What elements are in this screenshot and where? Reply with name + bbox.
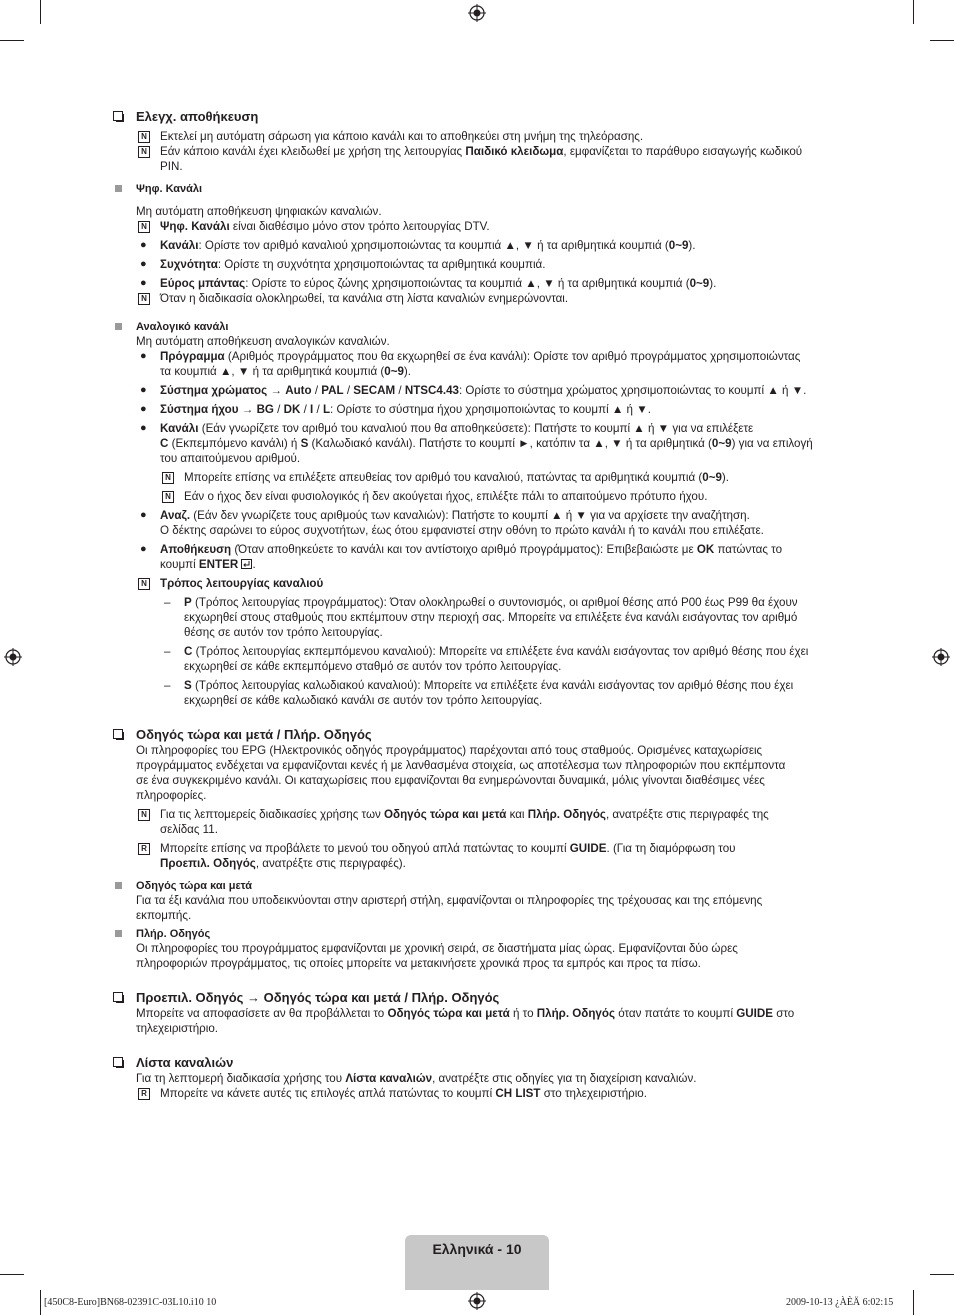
remote-icon: R — [138, 1088, 150, 1100]
crop-mark — [930, 40, 954, 41]
paragraph: Οι πληροφορίες του προγράμματος εμφανίζονται με χρονική σειρά, σε διαστήματα μίας ώρας. Εμφανίζονται δύο ώρες πληροφοριών προγράμματος, τις οποίες μπορείτε να μετακινήσετε χρονικά προς τα εμπρός και προς τα πίσω. — [136, 942, 738, 970]
bullet-item: ● Σύστημα χρώματος → Auto / PAL / SECAM / NTSC4.43: Ορίστε το σύστημα χρώματος χρησιμοποιώντας το κουμπί ▲ ή ▼. — [140, 384, 807, 397]
section-heading: Ελεγχ. αποθήκευση — [112, 108, 842, 125]
section-heading: Λίστα καναλιών — [112, 1054, 842, 1071]
note: N Για τις λεπτομερείς διαδικασίες χρήσης των Οδηγός τώρα και μετά και Πλήρ. Οδηγός, ανατρέξτε στις περιγραφές της σελίδας 11. — [112, 807, 842, 837]
print-slug-right: 2009-10-13 ¿ÀÈÄ 6:02:15 — [786, 1297, 894, 1308]
registration-mark-icon — [932, 648, 950, 666]
note: N Μπορείτε επίσης να επιλέξετε απευθείας τον αριθμό του καναλιού, πατώντας τα αριθμητικά κουμπιά (0~9). — [112, 470, 842, 485]
note-icon: N — [138, 578, 150, 590]
subsection-heading: Οδηγός τώρα και μετά — [112, 879, 842, 893]
crop-mark — [0, 1274, 24, 1275]
note: N Εάν κάποιο κανάλι έχει κλειδωθεί με χρήση της λειτουργίας Παιδικό κλειδωμα, εμφανίζεται το παράθυρο εισαγωγής κωδικού PIN. — [112, 144, 842, 174]
checkbox-square-icon — [113, 111, 123, 121]
paragraph: Οι πληροφορίες του EPG (Ηλεκτρονικός οδηγός προγράμματος) παρέχονται από τους σταθμούς. Ορισμένες καταχωρίσεις προγράμματος ενδέχεται να εμφανίζονται κενές ή με λανθασμένα στοιχεία, ως αποτέλεσμα των πληροφοριών που εκπέμποντα σε ένα συγκεκριμένο κανάλι. Οι καταχωρίσεις που εμφανίζονται θα ενημερώνονται δυναμικά, μόλις γίνονται διαθέσιμες νέες πληροφορίες. — [136, 744, 786, 802]
bullet-dot-icon: ● — [140, 350, 147, 362]
section-heading: Οδηγός τώρα και μετά / Πλήρ. Οδηγός — [112, 726, 842, 743]
crop-mark — [913, 0, 914, 24]
section-heading: Προεπιλ. Οδηγός → Οδηγός τώρα και μετά / Πλήρ. Οδηγός — [112, 989, 842, 1006]
bullet-dot-icon: ● — [140, 384, 147, 396]
document-body — [112, 108, 842, 1101]
note: N Τρόπος λειτουργίας καναλιού — [112, 576, 842, 591]
note-icon: N — [138, 293, 150, 305]
bullet-dot-icon: ● — [140, 277, 147, 289]
subsection-heading: Πλήρ. Οδηγός — [112, 927, 842, 941]
note-icon: N — [138, 221, 150, 233]
checkbox-square-icon — [113, 1057, 123, 1067]
bullet-item: ● Αναζ. (Εάν δεν γνωρίζετε τους αριθμούς των καναλιών): Πατήστε το κουμπί ▲ ή ▼ για να αρχίσετε την αναζήτηση. Ο δέκτης σαρώνει το εύρος συχνοτήτων, έως ότου εμφανιστεί στην οθόνη το πρώτο κανάλι ή το κανάλι που επιλέξατε. — [140, 509, 764, 537]
note-icon: N — [138, 131, 150, 143]
bullet-item: ● Πρόγραμμα (Αριθμός προγράμματος που θα εκχωρηθεί σε ένα κανάλι): Ορίστε τον αριθμό προγράμματος χρησιμοποιώντας τα κουμπιά ▲, ▼ ή τα αριθμητικά κουμπιά (0~9). — [140, 350, 801, 378]
bullet-dot-icon: ● — [140, 258, 147, 270]
paragraph: Για τα έξι κανάλια που υποδεικνύονται στην αριστερή στήλη, εμφανίζονται οι πληροφορίες της τρέχουσας και της επόμενης εκπομπής. — [136, 894, 763, 922]
paragraph: Για τη λεπτομερή διαδικασία χρήσης του Λίστα καναλιών, ανατρέξτε στις οδηγίες για τη διαχείριση καναλιών. — [136, 1072, 697, 1085]
bullet-item: ● Κανάλι (Εάν γνωρίζετε τον αριθμό του καναλιού που θα αποθηκεύσετε): Πατήστε το κουμπί ▲ ή ▼ για να επιλέξετε C (Εκπεμπόμενο κανάλι) ή S (Καλωδιακό κανάλι). Πατήστε το κουμπί ►, κατόπιν τα ▲, ▼ ή τα αριθμητικά (0~9) για να επιλογή του απαιτούμενου αριθμού. — [140, 422, 813, 465]
page-label: Ελληνικά - 10 — [432, 1241, 522, 1257]
note: N Όταν η διαδικασία ολοκληρωθεί, τα κανάλια στη λίστα καναλιών ενημερώνονται. — [112, 291, 842, 306]
note: N Ψηφ. Κανάλι είναι διαθέσιμο μόνο στον τρόπο λειτουργίας DTV. — [112, 219, 842, 234]
page-number-tab — [405, 1235, 549, 1290]
bullet-item: ● Συχνότητα: Ορίστε τη συχνότητα χρησιμοποιώντας τα αριθμητικά κουμπιά. — [140, 258, 546, 271]
registration-mark-icon — [468, 1292, 486, 1310]
square-bullet-icon — [115, 930, 122, 937]
paragraph: Μη αυτόματη αποθήκευση ψηφιακών καναλιών. — [136, 205, 382, 218]
crop-mark — [40, 1290, 41, 1315]
square-bullet-icon — [115, 185, 122, 192]
dash-item: – C (Τρόπος λειτουργίας εκπεμπόμενου καναλιού): Μπορείτε να επιλέξετε ένα κανάλι εισάγοντας τον αριθμό θέσης που έχει εκχωρηθεί σε κάθε εκπεμπόμενο σταθμό σε αυτόν τον τρόπο λειτουργίας. — [164, 645, 809, 673]
bullet-dot-icon: ● — [140, 509, 147, 521]
bullet-item: ● Σύστημα ήχου → BG / DK / I / L: Ορίστε το σύστημα ήχου χρησιμοποιώντας το κουμπί ▲ ή ▼. — [140, 403, 651, 416]
dash-item: – S (Τρόπος λειτουργίας καλωδιακού καναλιού): Μπορείτε να επιλέξετε ένα κανάλι εισάγοντας τον αριθμό θέσης που έχει εκχωρηθεί σε κάθε καλωδιακό κανάλι σε αυτόν τον τρόπο λειτουργίας. — [164, 679, 794, 707]
note-icon: N — [138, 146, 150, 158]
remote-icon: R — [138, 843, 150, 855]
note: N Εάν ο ήχος δεν είναι φυσιολογικός ή δεν ακούγεται ήχος, επιλέξτε πάλι το απαιτούμενο πρότυπο ήχου. — [112, 489, 842, 504]
bullet-item: ● Εύρος μπάντας: Ορίστε το εύρος ζώνης χρησιμοποιώντας τα κουμπιά ▲, ▼ ή τα αριθμητικά κουμπιά (0~9). — [140, 277, 717, 290]
enter-key-icon — [241, 559, 252, 569]
subsection-heading: Ψηφ. Κανάλι — [112, 182, 842, 196]
bullet-dot-icon: ● — [140, 543, 147, 555]
dash-item: – P (Τρόπος λειτουργίας προγράμματος): Όταν ολοκληρωθεί ο συντονισμός, οι αριθμοί θέσης από P00 έως P99 θα έχουν εκχωρηθεί στους σταθμούς που εκπέμπουν στην περιοχή σας. Μπορείτε να επιλέξετε ένα κανάλι εισάγοντας τον αριθμό θέσης σε αυτόν τον τρόπο λειτουργίας. — [164, 596, 798, 639]
note: R Μπορείτε επίσης να προβάλετε το μενού του οδηγού απλά πατώντας το κουμπί GUIDE. (Για τη διαμόρφωση του Προεπιλ. Οδηγός, ανατρέξτε στις περιγραφές). — [112, 841, 842, 871]
registration-mark-icon — [4, 648, 22, 666]
bullet-dot-icon: ● — [140, 403, 147, 415]
print-slug-left: [450C8-Euro]BN68-02391C-03L10.i10 10 — [44, 1297, 217, 1308]
note-icon: N — [162, 491, 174, 503]
note: R Μπορείτε να κάνετε αυτές τις επιλογές απλά πατώντας το κουμπί CH LIST στο τηλεχειριστήριο. — [112, 1086, 842, 1101]
bullet-dot-icon: ● — [140, 239, 147, 251]
bullet-item: ● Κανάλι: Ορίστε τον αριθμό καναλιού χρησιμοποιώντας τα κουμπιά ▲, ▼ ή τα αριθμητικά κουμπιά (0~9). — [140, 239, 696, 252]
crop-mark — [0, 40, 24, 41]
bullet-dot-icon: ● — [140, 422, 147, 434]
note: N Εκτελεί μη αυτόματη σάρωση για κάποιο κανάλι και το αποθηκεύει στη μνήμη της τηλεόρασης. — [112, 129, 842, 144]
registration-mark-icon — [468, 4, 486, 22]
checkbox-square-icon — [113, 729, 123, 739]
subsection-heading: Αναλογικό κανάλι — [112, 320, 842, 334]
square-bullet-icon — [115, 323, 122, 330]
bullet-item: ● Αποθήκευση (Όταν αποθηκεύετε το κανάλι και τον αντίστοιχο αριθμό προγράμματος): Επιβεβαιώστε με OK πατώντας το κουμπί ENTER . — [140, 543, 783, 571]
crop-mark — [913, 1290, 914, 1315]
crop-mark — [40, 0, 41, 24]
checkbox-square-icon — [113, 992, 123, 1002]
paragraph: Μη αυτόματη αποθήκευση αναλογικών καναλιών. — [136, 335, 390, 348]
crop-mark — [930, 1274, 954, 1275]
note-icon: N — [162, 472, 174, 484]
square-bullet-icon — [115, 882, 122, 889]
paragraph: Μπορείτε να αποφασίσετε αν θα προβάλλεται το Οδηγός τώρα και μετά ή το Πλήρ. Οδηγός όταν πατάτε το κουμπί GUIDE στο τηλεχειριστήριο. — [136, 1007, 795, 1035]
note-icon: N — [138, 809, 150, 821]
